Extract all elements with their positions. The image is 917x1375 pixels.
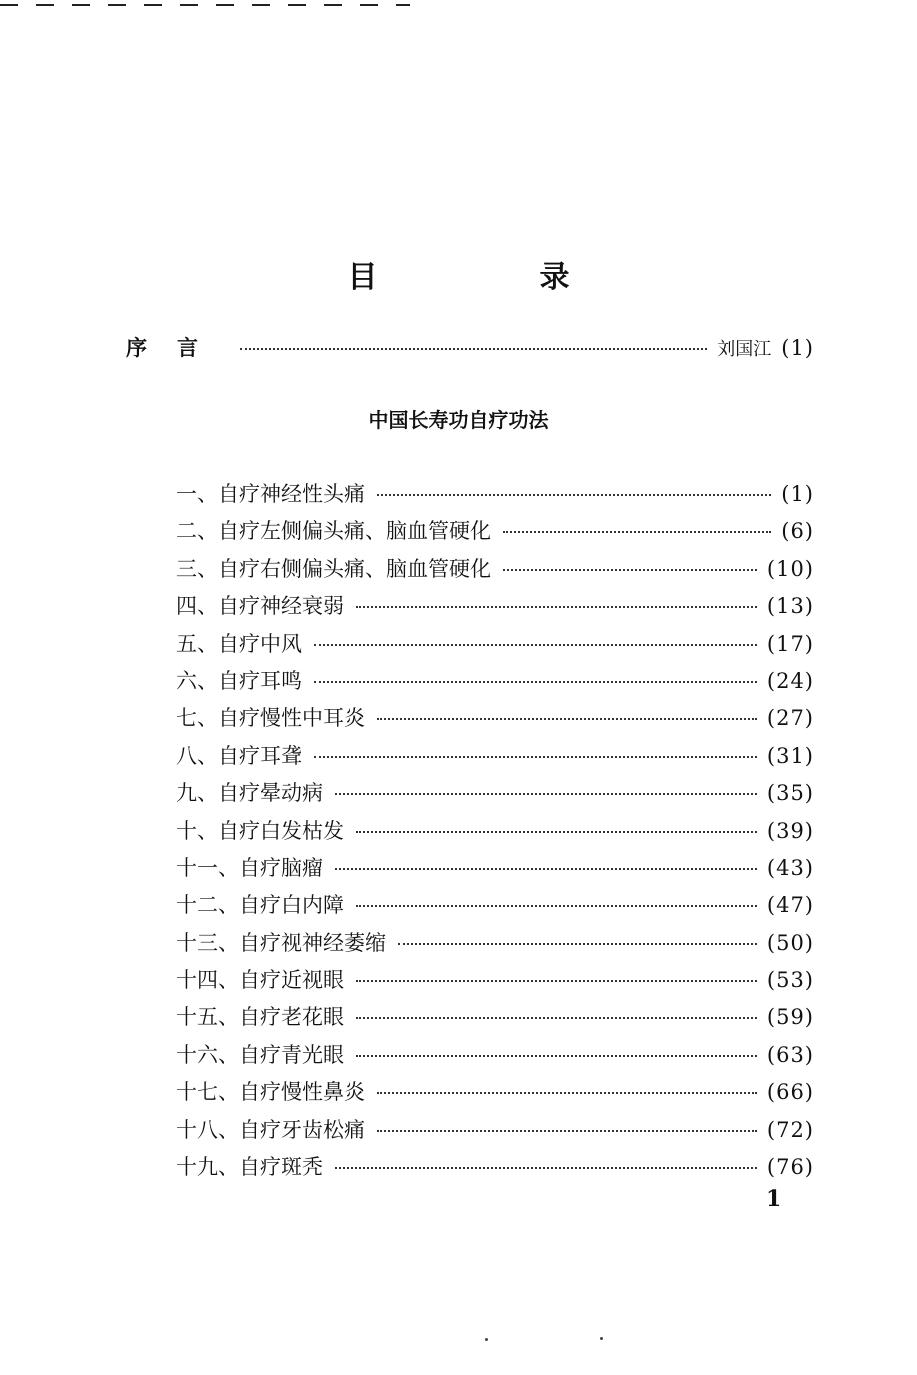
toc-entry-page: (39) — [766, 818, 814, 843]
preface-author: 刘国江 — [717, 339, 772, 360]
toc-entry-page: (6) — [781, 519, 814, 544]
dot-leader — [335, 1167, 757, 1169]
toc-entry-label: 九、自疗晕动病 — [176, 781, 323, 806]
toc-entry[interactable] — [176, 665, 814, 702]
dot-leader — [314, 756, 757, 758]
toc-entry-label: 十八、自疗牙齿松痛 — [176, 1117, 365, 1142]
dot-leader — [503, 531, 771, 533]
toc-entry-label: 三、自疗右侧偏头痛、脑血管硬化 — [176, 556, 491, 581]
dot-leader — [314, 644, 757, 646]
dot-leader — [314, 681, 757, 683]
page-title: 目 录 — [347, 260, 636, 295]
toc-entry[interactable] — [176, 927, 814, 964]
toc-entry-label: 十二、自疗白内障 — [176, 893, 344, 918]
toc-entry-page: (53) — [766, 968, 814, 993]
toc-entry-label: 十七、自疗慢性鼻炎 — [176, 1080, 365, 1105]
toc-entry[interactable] — [176, 1114, 814, 1151]
toc-entry-page: (43) — [766, 855, 814, 880]
dot-leader — [377, 494, 771, 496]
toc-entry-page: (66) — [766, 1080, 814, 1105]
dot-leader — [335, 793, 757, 795]
toc-entry-label: 十、自疗白发枯发 — [176, 818, 344, 843]
toc-entry-page: (59) — [766, 1005, 814, 1030]
toc-entry-page: (76) — [766, 1155, 814, 1180]
toc-entry[interactable] — [176, 1076, 814, 1113]
dot-leader — [398, 943, 757, 945]
toc-entry-page: (47) — [766, 893, 814, 918]
toc-entry[interactable] — [176, 777, 814, 814]
toc-entry[interactable] — [176, 628, 814, 665]
section-heading: 中国长寿功自疗功法 — [368, 408, 549, 432]
header-rule — [0, 4, 410, 6]
dot-leader — [377, 1130, 757, 1132]
toc-entry[interactable] — [176, 515, 814, 552]
dot-leader — [377, 1092, 757, 1094]
toc-entry[interactable] — [176, 702, 814, 739]
dot-leader — [503, 569, 757, 571]
toc-entry-label: 六、自疗耳鸣 — [176, 668, 302, 693]
toc-entry-page: (35) — [766, 781, 814, 806]
toc-entry-label: 十一、自疗脑瘤 — [176, 855, 323, 880]
toc-entry[interactable] — [176, 1151, 814, 1188]
scan-speck — [485, 1338, 488, 1341]
toc-entry-page: (50) — [766, 930, 814, 955]
dot-leader — [356, 831, 757, 833]
preface-page: (1) — [781, 336, 814, 360]
toc-entry-page: (10) — [766, 556, 814, 581]
toc-list — [176, 478, 814, 1188]
toc-entry-page: (27) — [766, 706, 814, 731]
toc-entry-page: (31) — [766, 743, 814, 768]
toc-entry[interactable] — [176, 889, 814, 926]
toc-entry[interactable] — [176, 815, 814, 852]
toc-entry-label: 十六、自疗青光眼 — [176, 1042, 344, 1067]
dot-leader — [335, 868, 757, 870]
toc-entry-label: 八、自疗耳聋 — [176, 743, 302, 768]
toc-entry[interactable] — [176, 1039, 814, 1076]
dot-leader — [356, 905, 757, 907]
toc-entry-label: 五、自疗中风 — [176, 631, 302, 656]
dot-leader — [356, 1017, 757, 1019]
toc-entry[interactable] — [176, 852, 814, 889]
toc-entry-label: 十三、自疗视神经萎缩 — [176, 930, 386, 955]
toc-entry[interactable] — [176, 740, 814, 777]
dot-leader — [240, 348, 707, 350]
toc-entry-page: (72) — [766, 1117, 814, 1142]
preface-label: 序言 — [126, 335, 228, 360]
toc-entry[interactable] — [176, 478, 814, 515]
toc-entry-label: 七、自疗慢性中耳炎 — [176, 706, 365, 731]
toc-entry-label: 四、自疗神经衰弱 — [176, 594, 344, 619]
dot-leader — [356, 606, 757, 608]
toc-entry-page: (63) — [766, 1042, 814, 1067]
toc-entry-label: 十五、自疗老花眼 — [176, 1005, 344, 1030]
toc-entry-preface[interactable] — [126, 332, 814, 362]
toc-entry[interactable] — [176, 590, 814, 627]
toc-entry[interactable] — [176, 1001, 814, 1038]
dot-leader — [377, 718, 757, 720]
toc-entry-label: 十四、自疗近视眼 — [176, 968, 344, 993]
toc-entry-label: 十九、自疗斑秃 — [176, 1155, 323, 1180]
toc-entry-page: (13) — [766, 594, 814, 619]
toc-entry-label: 二、自疗左侧偏头痛、脑血管硬化 — [176, 519, 491, 544]
scan-speck — [600, 1337, 603, 1340]
page-number: 1 — [766, 1186, 782, 1212]
toc-entry-page: (24) — [766, 668, 814, 693]
toc-entry-page: (17) — [766, 631, 814, 656]
dot-leader — [356, 980, 757, 982]
toc-entry-page: (1) — [781, 482, 814, 506]
toc-entry[interactable] — [176, 553, 814, 590]
toc-entry-label: 一、自疗神经性头痛 — [176, 482, 365, 506]
dot-leader — [356, 1055, 757, 1057]
toc-entry[interactable] — [176, 964, 814, 1001]
